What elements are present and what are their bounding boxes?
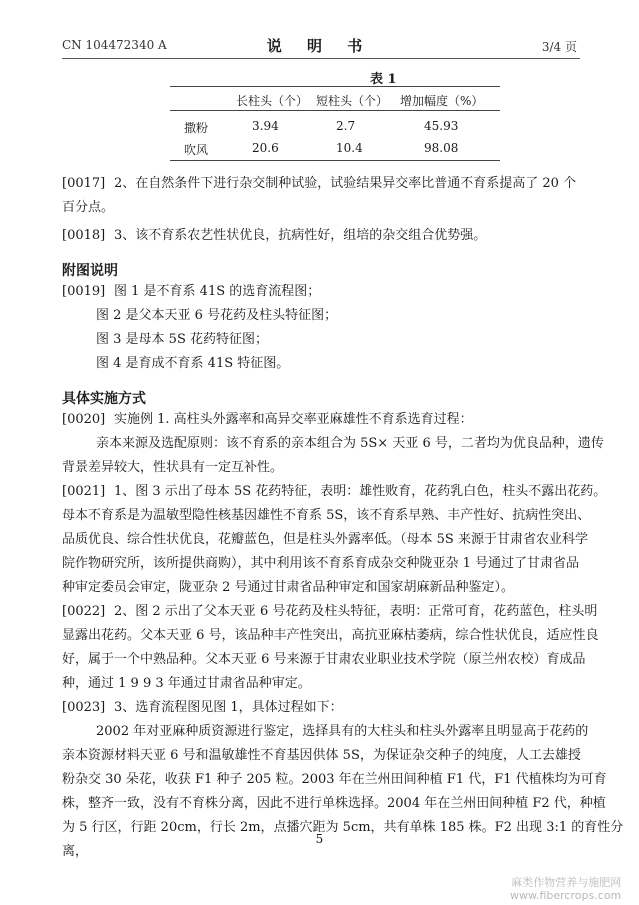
table-header-short: 短柱头（个）	[316, 94, 389, 108]
paragraph-tag: [0022]	[62, 604, 106, 619]
text-line: 百分点。	[62, 200, 115, 215]
text-line: 株，整齐一致，没有不育株分离，因此不进行单株选择。2004 年在兰州田间种植 F2 代，种植	[62, 796, 606, 811]
table-cell: 3.94	[252, 119, 279, 133]
text-line: 好，属于一个中熟品种。父本天亚 6 号来源于甘肃农业职业技术学院（原兰州农校）育成品	[62, 652, 586, 667]
text-line: 品质优良、综合性状优良，花瓣蓝色，但是柱头外露率低。（母本 5S 来源于甘肃省农业科学	[62, 532, 588, 547]
header-divider	[62, 58, 580, 59]
paragraph-tag: [0020]	[62, 412, 106, 427]
table-header-long: 长柱头（个）	[236, 94, 309, 108]
paragraph-tag: [0018]	[62, 228, 106, 243]
watermark-line: www.fibercrops.com	[510, 889, 622, 902]
text-line: 为 5 行区，行距 20cm，行长 2m，点播穴距为 5cm，共有单株 185 株。F2 出现 3:1 的育性分离，	[62, 820, 624, 859]
text-line: 亲本资源材料天亚 6 号和温敏雄性不育基因供体 5S，为保证杂交种子的纯度，人工去雄授	[62, 748, 581, 763]
section-heading: 具体实施方式	[62, 391, 146, 407]
table-title: 表 1	[370, 72, 397, 87]
text-line: 背景差异较大，性状具有一定互补性。	[62, 460, 284, 475]
page-title: 说 明 书	[266, 37, 373, 55]
table-row-label: 撒粉	[184, 121, 209, 135]
paragraph-0022: [0022] 2、图 2 示出了父本天亚 6 号花药及柱头特征，表明：正常可育，花药蓝色，柱头明	[62, 600, 597, 624]
watermark-line: 麻类作物营养与施肥网	[511, 876, 622, 889]
paragraph-0019: [0019] 图 1 是不育系 41S 的选育流程图；	[62, 280, 320, 304]
table-top-rule	[170, 86, 500, 87]
text-line: 院作物研究所，该所提供商购），其中利用该不育系育成杂交种陇亚杂 1 号通过了甘肃省品	[62, 556, 580, 571]
text-line: 图 3 是母本 5S 花药特征图；	[96, 332, 268, 347]
text-line: 图 2 是父本天亚 6 号花药及柱头特征图；	[96, 308, 338, 323]
paragraph-0021: [0021] 1、图 3 示出了母本 5S 花药特征，表明：雄性败育，花药乳白色，柱头不露出花药。	[62, 480, 606, 504]
paragraph-0018: [0018] 3、该不育系农艺性状优良，抗病性好，组培的杂交组合优势强。	[62, 224, 486, 248]
table-cell: 20.6	[252, 141, 279, 155]
table-header-rule	[170, 110, 500, 111]
text-line: 母本不育系是为温敏型隐性核基因雄性不育系 5S，该不育系早熟、丰产性好、抗病性突出、	[62, 508, 591, 523]
table-row-label: 吹风	[184, 143, 209, 157]
text-line: 粉杂交 30 朵花，收获 F1 种子 205 粒。2003 年在兰州田间种植 F1 代，F1 代植株均为可育	[62, 772, 607, 787]
paragraph-0017: [0017] 2、在自然条件下进行杂交制种试验，试验结果异交率比普通不育系提高了 20 个	[62, 172, 576, 196]
table-cell: 98.08	[424, 141, 459, 155]
text-line: 种审定委员会审定，陇亚杂 2 号通过甘肃省品种审定和国家胡麻新品种鉴定）。	[62, 580, 515, 595]
text-line: 亲本来源及选配原则：该不育系的亲本组合为 5S× 天亚 6 号，二者均为优良品种，遗传	[96, 436, 604, 451]
text-line: 显露出花药。父本天亚 6 号，该品种丰产性突出，高抗亚麻枯萎病，综合性状优良，适应性良	[62, 628, 599, 643]
page-number: 5	[315, 832, 324, 846]
section-heading: 附图说明	[62, 263, 118, 279]
watermark	[510, 876, 621, 902]
paragraph-tag: [0019]	[62, 284, 106, 299]
table-header-increase: 增加幅度（%）	[400, 94, 484, 108]
paragraph-0020: [0020] 实施例 1. 高柱头外露率和高异交率亚麻雄性不育系选育过程：	[62, 408, 473, 432]
paragraph-tag: [0021]	[62, 484, 106, 499]
table-cell: 45.93	[424, 119, 459, 133]
table-cell: 2.7	[336, 119, 356, 133]
table-bottom-rule	[170, 160, 500, 161]
text-line: 种，通过 1 9 9 3 年通过甘肃省品种审定。	[62, 676, 311, 691]
doc-number: CN 104472340 A	[62, 38, 167, 52]
paragraph-tag: [0023]	[62, 700, 106, 715]
paragraph-tag: [0017]	[62, 176, 106, 191]
text-line: 图 4 是育成不育系 41S 特征图。	[96, 356, 290, 371]
page-indicator: 3/4 页	[541, 40, 577, 54]
paragraph-0023: [0023] 3、选育流程图见图 1，具体过程如下：	[62, 696, 343, 720]
table-cell: 10.4	[336, 141, 363, 155]
text-line: 2002 年对亚麻种质资源进行鉴定，选择具有的大柱头和柱头外露率且明显高于花药的	[96, 724, 589, 739]
